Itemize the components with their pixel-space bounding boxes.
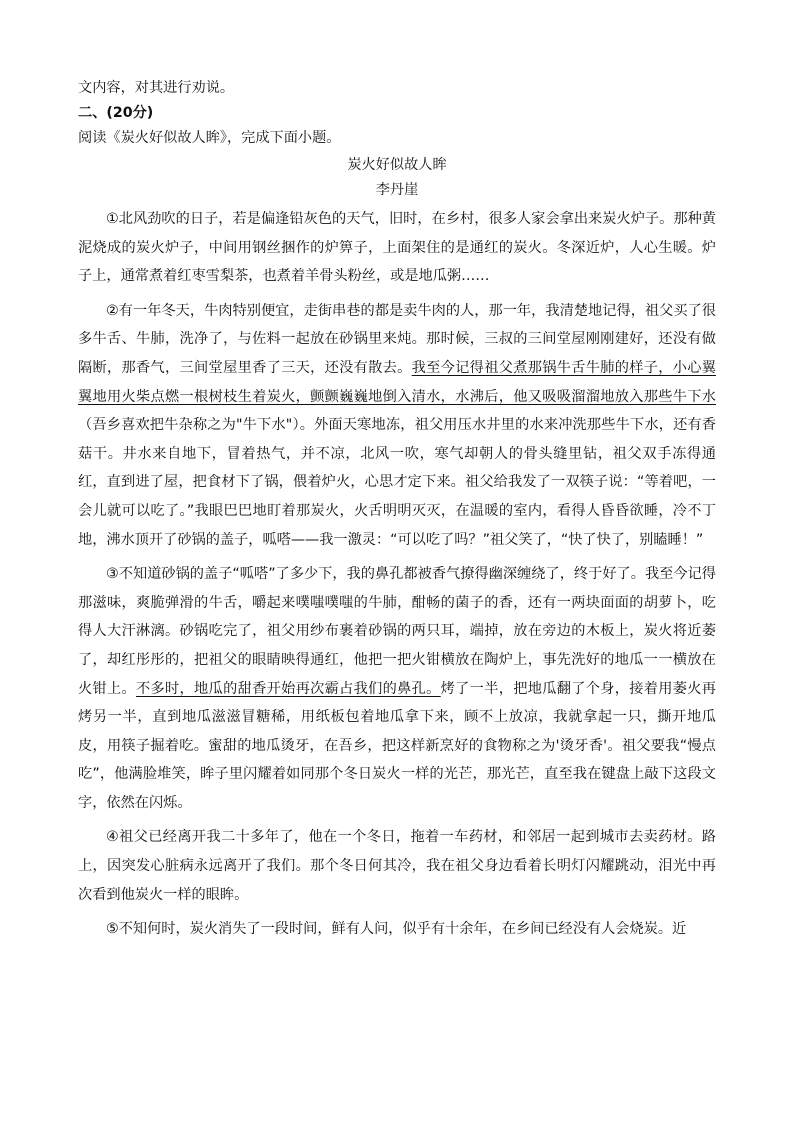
paragraph-4: ④祖父已经离开我二十多年了，他在一个冬日，拖着一车药材，和邻居一起到城市去卖药材。路上，因突发心脏病永远离开了我们。那个冬日何其冷，我在祖父身边看着长明灯闪耀跳动，泪光中再次看到他炭火一样的眼眸。: [78, 829, 716, 903]
top-line: 文内容，对其进行劝说。: [78, 80, 235, 96]
reading-instruction: 阅读《炭火好似故人眸》，完成下面小题。: [78, 130, 341, 146]
paragraph-2: [78, 297, 716, 554]
document-page: [78, 76, 716, 950]
paragraph-3: [78, 560, 716, 817]
paragraph-5: ⑤不知何时，炭火消失了一段时间，鲜有人问，似乎有十余年，在乡间已经没有人会烧炭。近: [106, 921, 687, 938]
paragraph-3-text-a: ③不知道砂锅的盖子“呱嗒”了多少下，我的鼻孔都被香气撩得幽深缠绕了，终于好了。我至今记得那滋味，爽脆弹滑的牛舌，嚼起来噗嗤噗嗤的牛肺，酣畅的菌子的香，还有一两块面面的胡萝卜，吃得人大汗淋漓。砂锅吃完了，祖父用纱布裹着砂锅的两只耳，端掉，放在旁边的木板上，炭火将近萎了，却红彤彤的，把祖父的眼睛映得通红，他把一把火钳横放在陶炉上，事先洗好的地瓜一一横放在火钳上。: [78, 566, 716, 697]
article-author: 李丹崖: [375, 182, 419, 198]
paragraph-2-text-a: ②有一年冬天，牛肉特别便宜，走街串巷的都是卖牛肉的人，那一年，我清楚地记得，祖父买了很多牛舌、牛肺，洗净了，与佐料一起放在砂锅里来炖。那时候，三叔的三间堂屋刚刚建好，还没有做隔断，那香气，三间堂屋里香了三天，还没有散去。: [78, 302, 716, 376]
paragraph-3-text-b: 烤了一半，把地瓜翻了个身，接着用萎火再烤另一半，直到地瓜滋滋冒糖稀，用纸板包着地瓜拿下来，顾不上放凉，我就拿起一只，撕开地瓜皮，用筷子掘着吃。蜜甜的地瓜烫牙，在吾乡，把这样新烹好的食物称之为'烫牙香'。祖父要我“慢点吃”，他满脸堆笑，眸子里闪耀着如同那个冬日炭火一样的光芒，那光芒，直至我在键盘上敲下这段文字，依然在闪烁。: [78, 680, 716, 811]
article-title: 炭火好似故人眸: [347, 157, 447, 173]
paragraph-2-text-b: （吾乡喜欢把牛杂称之为"牛下水"）。外面天寒地冻，祖父用压水井里的水来冲洗那些牛下水，还有香菇干。井水来自地下，冒着热气，并不凉，北风一吹，寒气却朝人的骨头缝里钻，祖父双手冻得通红，直到进了屋，把食材下了锅，偎着炉火，心思才定下来。祖父给我发了一双筷子说：“等着吧，一会儿就可以吃了。”我眼巴巴地盯着那炭火，火舌明明灭灭，在温暖的室内，看得人昏昏欲睡，冷不丁地，沸水顶开了砂锅的盖子，呱嗒——我一激灵：“可以吃了吗？”祖父笑了，“快了快了，别瞌睡！”: [78, 417, 716, 548]
paragraph-2-underlined: 我至今记得祖父煮那锅牛舌牛肺的样子，小心翼翼地用火柴点燃一根树枝生着炭火，颤颤巍巍地倒入清水，水沸后，他又吸吸溜溜地放入那些牛下水: [78, 359, 716, 405]
paragraph-1: ①北风劲吹的日子，若是偏逢铅灰色的天气，旧时，在乡村，很多人家会拿出来炭火炉子。那种黄泥烧成的炭火炉子，中间用钢丝捆作的炉箅子，上面架住的是通红的炭火。冬深近炉，人心生暖。炉子上，通常煮着红枣雪梨茶，也煮着羊骨头粉丝，或是地瓜粥……: [78, 211, 716, 285]
section-header: 二、(20分): [78, 105, 154, 121]
paragraph-3-underlined: 不多时，地瓜的甜香开始再次霸占我们的鼻孔。: [136, 680, 441, 697]
